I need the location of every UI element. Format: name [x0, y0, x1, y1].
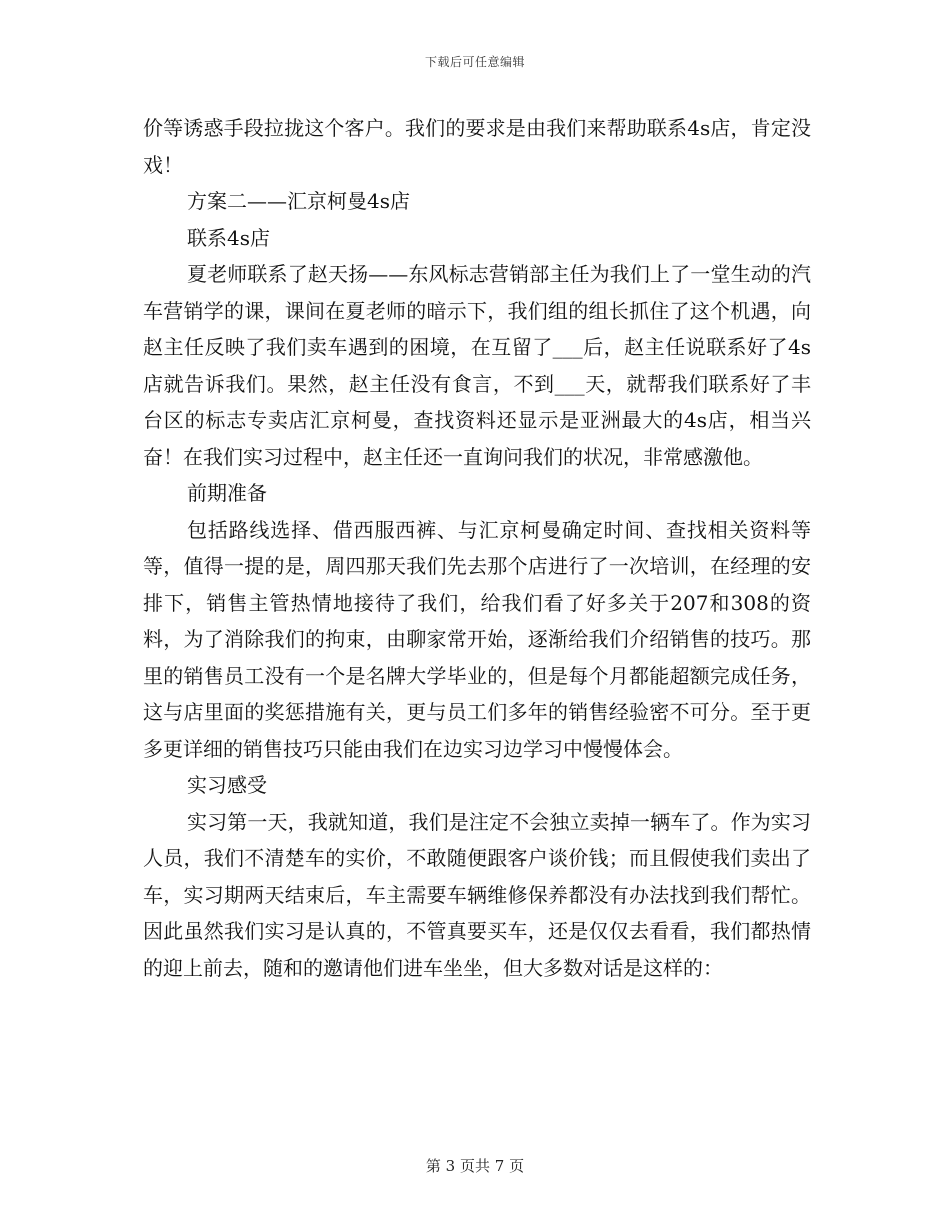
page-number: 第 3 页共 7 页	[425, 1157, 525, 1175]
document-body	[143, 110, 811, 986]
paragraph-continuation: 价等诱惑手段拉拢这个客户。我们的要求是由我们来帮助联系4s店，肯定没戏！	[143, 116, 811, 177]
page-header-note: 下载后可任意编辑	[424, 55, 525, 69]
section-heading-preparation: 前期准备	[187, 481, 267, 505]
section-heading-feelings: 实习感受	[187, 773, 267, 797]
section-heading-contact-4s: 联系4s店	[187, 225, 270, 250]
paragraph-feelings: 实习第一天，我就知道，我们是注定不会独立卖掉一辆车了。作为实习人员，我们不清楚车的实价，不敢随便跟客户谈价钱；而且假使我们卖出了车，实习期两天结束后，车主需要车辆维修保养都没有办法找到我们帮忙。因此虽然我们实习是认真的，不管真要买车，还是仅仅去看看，我们都热情的迎上前去，随和的邀请他们进车坐坐，但大多数对话是这样的：	[143, 809, 811, 980]
paragraph-contact: 夏老师联系了赵天扬——东风标志营销部主任为我们上了一堂生动的汽车营销学的课，课间在夏老师的暗示下，我们组的组长抓住了这个机遇，向赵主任反映了我们卖车遇到的困境，在互留了___后，赵主任说联系好了4s店就告诉我们。果然，赵主任没有食言，不到___天，就帮我们联系好了丰台区的标志专卖店汇京柯曼，查找资料还显示是亚洲最大的4s店，相当兴奋！在我们实习过程中，赵主任还一直询问我们的状况，非常感激他。	[143, 262, 811, 469]
paragraph-preparation: 包括路线选择、借西服西裤、与汇京柯曼确定时间、查找相关资料等等，值得一提的是，周四那天我们先去那个店进行了一次培训，在经理的安排下，销售主管热情地接待了我们，给我们看了好多关于207和308的资料，为了消除我们的拘束，由聊家常开始，逐渐给我们介绍销售的技巧。那里的销售员工没有一个是名牌大学毕业的，但是每个月都能超额完成任务，这与店里面的奖惩措施有关，更与员工们多年的销售经验密不可分。至于更多更详细的销售技巧只能由我们在边实习边学习中慢慢体会。	[143, 517, 811, 761]
section-heading-plan-two: 方案二——汇京柯曼4s店	[187, 189, 410, 213]
